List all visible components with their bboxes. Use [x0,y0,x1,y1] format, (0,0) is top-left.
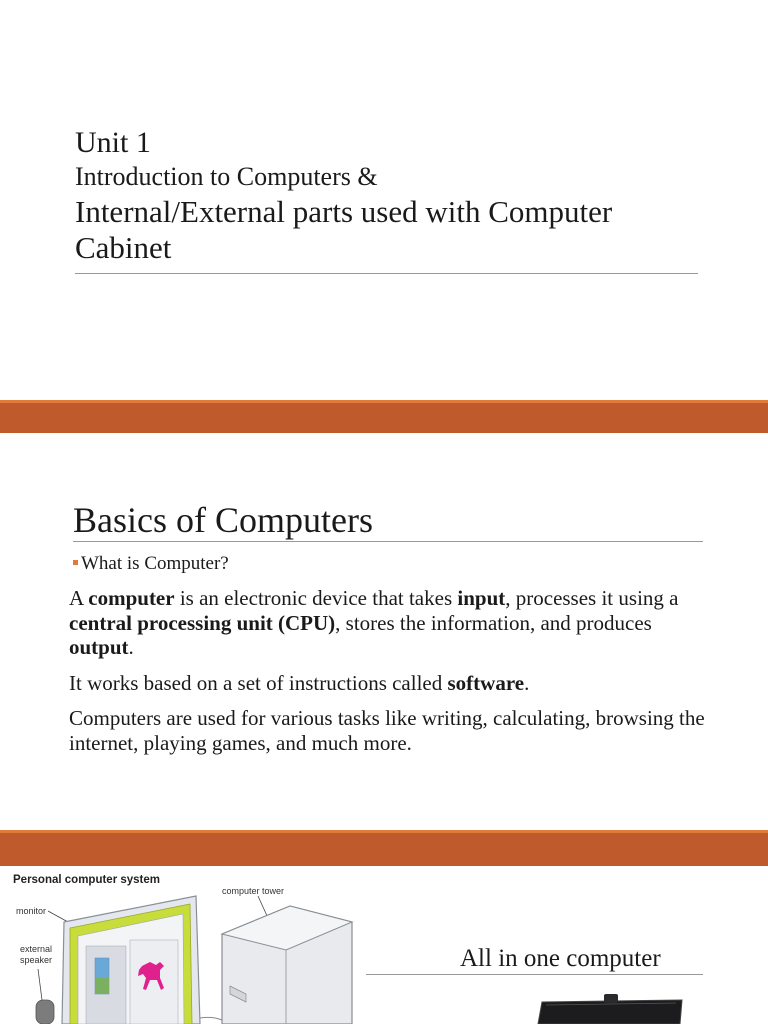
monitor-leader-line [48,911,68,922]
bullet-text: What is Computer? [81,553,229,574]
text-run: A [69,586,89,610]
text-run: , stores the information, and produces [335,610,652,635]
uses-paragraph: Computers are used for various tasks like writing, calculating, browsing the internet, playing games, and much more. [69,706,705,755]
text-run: It works based on a set of instructions called [69,671,448,695]
speaker-label-line2: speaker [20,955,53,965]
bullet-marker [73,560,78,565]
speaker-leader-line [38,969,42,1000]
text-run: , processes it using a [505,586,679,610]
term-cpu: central processing unit (CPU) [69,610,336,635]
pc-illustration [0,866,370,1024]
slide-computer-types [0,866,768,1024]
slide-heading: Basics of Computers [73,500,373,540]
cable-graphic [200,1017,222,1020]
slide-divider [0,830,768,866]
term-computer: computer [88,586,175,610]
text-run: is an electronic device that takes [174,586,458,610]
all-in-one-computer-image [520,994,690,1024]
speaker-graphic [36,1000,54,1024]
diagram-title: Personal computer system [13,874,161,886]
parts-subtitle: Internal/External parts used with Computer Cabinet [75,194,613,265]
term-software: software [447,671,525,695]
pc-system-diagram [0,866,370,1024]
tower-leader-line [258,896,268,918]
heading-underline [73,541,703,542]
aio-heading: All in one computer [460,945,661,972]
term-input: input [457,586,506,610]
monitor-label: monitor [16,906,47,916]
title-block [75,128,700,266]
bullet-item [73,553,229,575]
text-run: . [128,635,134,659]
slide-divider [0,400,768,433]
aio-heading-underline [366,974,703,975]
tower-label: computer tower [222,886,285,896]
intro-subtitle: Introduction to Computers & [75,162,378,191]
tower-graphic [222,906,352,1024]
text-run: . [524,671,530,695]
software-paragraph [69,671,709,696]
aio-webcam [604,994,618,1003]
monitor-graphic [62,896,200,1024]
definition-paragraph [69,586,709,660]
term-output: output [69,635,129,659]
unit-title: Unit 1 [75,126,151,159]
slide-title [0,0,768,400]
speaker-label-line1: external [20,944,53,954]
title-underline [75,273,698,274]
slide-basics [0,433,768,830]
